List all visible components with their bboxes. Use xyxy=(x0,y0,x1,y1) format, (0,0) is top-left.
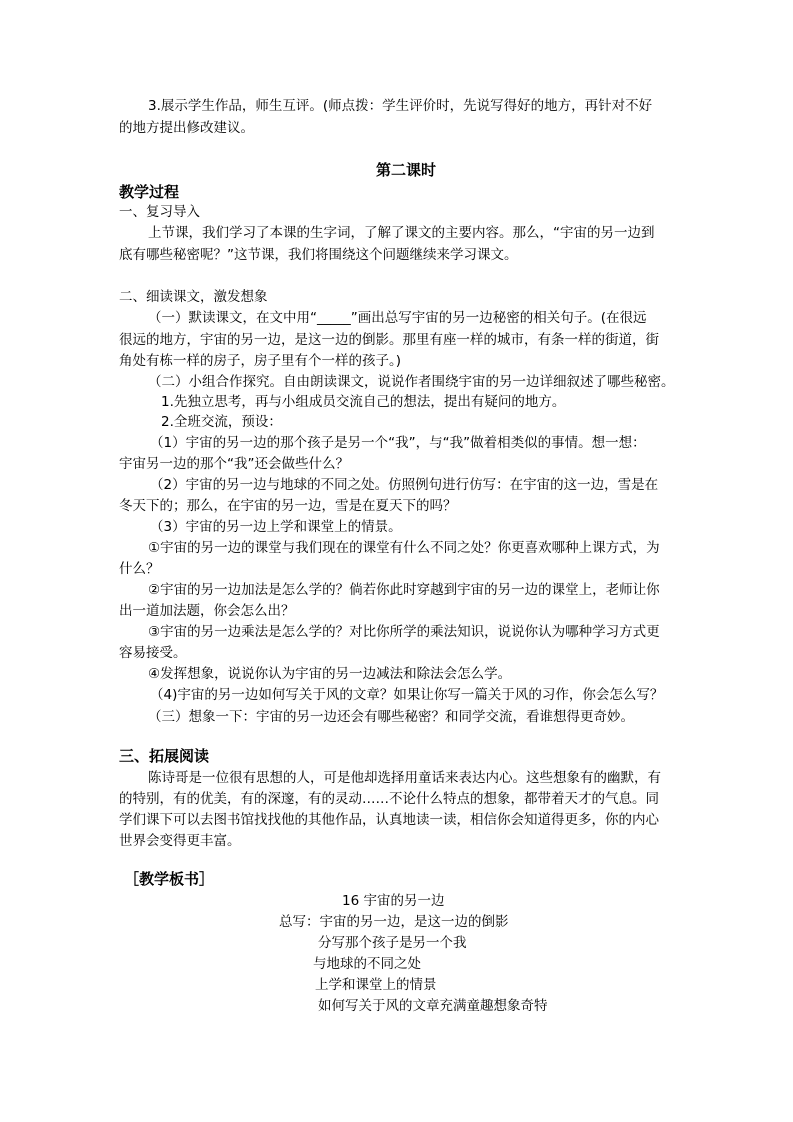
extended-heading: 三、拓展阅读 xyxy=(119,747,210,765)
question3: （3）宇宙的另一边上学和课堂上的情景。 xyxy=(150,519,402,535)
board-sub2: 与地球的不同之处 xyxy=(313,956,421,972)
reading-p1-line1: （一）默读课文，在文中用“_____”画出总写宇宙的另一边秘密的相关句子。(在很远 xyxy=(148,310,647,326)
item3-line1: 3.展示学生作品，师生互评。(师点拨：学生评价时，先说写得好的地方，再针对不好 xyxy=(148,98,653,114)
board-heading: ［教学板书］ xyxy=(124,870,215,888)
review-heading: 一、复习导入 xyxy=(119,204,200,220)
circle3-line1: ③宇宙的另一边乘法是怎么学的？对比你所学的乘法知识，说说你认为哪种学习方式更 xyxy=(148,624,660,640)
extended-line3: 学们课下可以去图书馆找找他的其他作品，认真地读一读，相信你会知道得更多，你的内心 xyxy=(119,812,659,828)
circle2-line1: ②宇宙的另一边加法是怎么学的？倘若你此时穿越到宇宙的另一边的课堂上，老师让你 xyxy=(148,582,660,598)
circle1-line2: 什么？ xyxy=(119,561,160,577)
review-line2: 底有哪些秘密呢？”这节课，我们将围绕这个问题继续来学习课文。 xyxy=(119,247,518,263)
circle3-line2: 容易接受。 xyxy=(119,645,187,661)
board-sub3: 上学和课堂上的情景 xyxy=(315,977,437,993)
board-sub4: 如何写关于风的文章充满童趣想象奇特 xyxy=(318,998,548,1014)
board-sub1: 分写那个孩子是另一个我 xyxy=(318,935,467,951)
circle2-line2: 出一道加法题，你会怎么出？ xyxy=(119,603,295,619)
lesson-title: 第二课时 xyxy=(376,161,437,179)
reading-p2: （二）小组合作探究。自由朗读课文，说说作者围绕宇宙的另一边详细叙述了哪些秘密。 xyxy=(148,374,675,390)
process-heading: 教学过程 xyxy=(119,183,180,201)
review-line1: 上节课，我们学习了本课的生字词，了解了课文的主要内容。那么，“宇宙的另一边到 xyxy=(148,225,655,241)
circle1-line1: ①宇宙的另一边的课堂与我们现在的课堂有什么不同之处？你更喜欢哪种上课方式，为 xyxy=(148,540,660,556)
reading-p3: （三）想象一下：宇宙的另一边还会有哪些秘密？和同学交流，看谁想得更奇妙。 xyxy=(148,709,634,725)
reading-p1-line2: 很远的地方，宇宙的另一边，是这一边的倒影。那里有座一样的城市，有条一样的街道，街 xyxy=(119,332,659,348)
board-general: 总写：宇宙的另一边，是这一边的倒影 xyxy=(279,914,509,930)
reading-step2: 2.全班交流，预设： xyxy=(161,414,282,430)
question2-line1: （2）宇宙的另一边与地球的不同之处。仿照例句进行仿写：在宇宙的这一边，雪是在 xyxy=(150,477,659,493)
extended-line1: 陈诗哥是一位很有思想的人，可是他却选择用童话来表达内心。这些想象有的幽默，有 xyxy=(148,770,661,786)
question2-line2: 冬天下的；那么，在宇宙的另一边，雪是在夏天下的吗？ xyxy=(119,498,457,514)
reading-p1-line3: 角处有栋一样的房子，房子里有个一样的孩子。) xyxy=(119,353,402,369)
circle4: ④发挥想象，说说你认为宇宙的另一边减法和除法会怎么学。 xyxy=(148,666,512,682)
item3-line2: 的地方提出修改建议。 xyxy=(119,120,254,136)
extended-line4: 世界会变得更丰富。 xyxy=(119,833,241,849)
reading-step1: 1.先独立思考，再与小组成员交流自己的想法，提出有疑问的地方。 xyxy=(161,394,566,410)
question4: （4)宇宙的另一边如何写关于风的文章？如果让你写一篇关于风的习作，你会怎么写？ xyxy=(150,687,664,703)
reading-heading: 二、细读课文，激发想象 xyxy=(119,289,268,305)
question1-line1: （1）宇宙的另一边的那个孩子是另一个“我”，与“我”做着相类似的事情。想一想： xyxy=(150,435,646,451)
board-title: 16 宇宙的另一边 xyxy=(342,893,445,909)
question1-line2: 宇宙另一边的那个“我”还会做些什么？ xyxy=(119,456,349,472)
extended-line2: 的特别，有的优美，有的深邃，有的灵动……不论什么特点的想象，都带着天才的气息。同 xyxy=(119,791,659,807)
